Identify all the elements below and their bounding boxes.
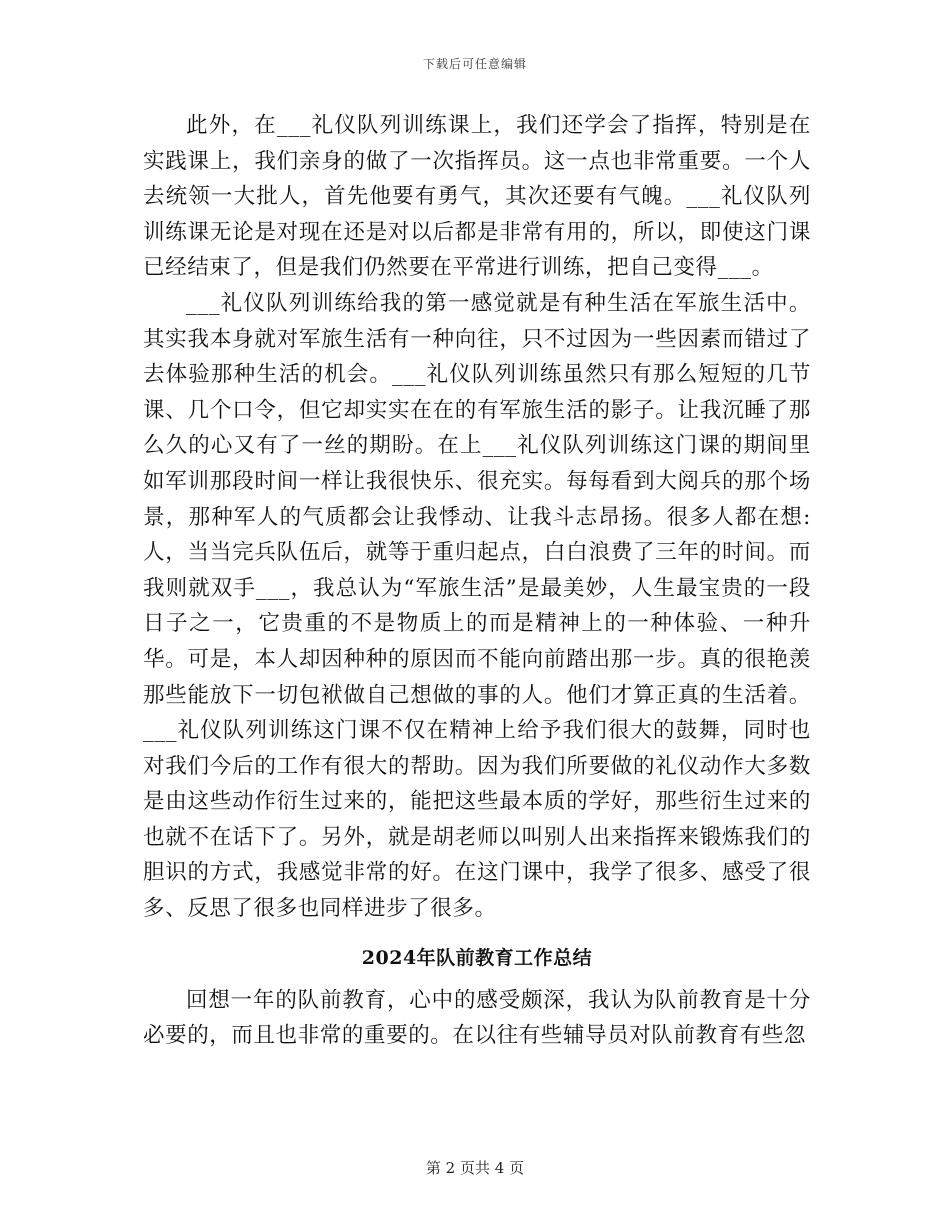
paragraph-2: ___礼仪队列训练给我的第一感觉就是有种生活在军旅生活中。其实我本身就对军旅生活有一种向往，只不过因为一些因素而错过了去体验那种生活的机会。___礼仪队列训练虽然只有那么短短的几节课、几个口令，但它却实实在在的有军旅生活的影子。让我沉睡了那么久的心又有了一丝的期盼。在上___礼仪队列训练这门课的期间里如军训那段时间一样让我很快乐、很充实。每每看到大阅兵的那个场景，那种军人的气质都会让我悸动、让我斗志昂扬。很多人都在想:人，当当完兵队伍后，就等于重归起点，白白浪费了三年的时间。而我则就双手___，我总认为“军旅生活”是最美妙，人生最宝贵的一段日子之一，它贵重的不是物质上的而是精神上的一种体验、一种升华。可是，本人却因种种的原因而不能向前踏出那一步。真的很艳羡那些能放下一切包袱做自己想做的事的人。他们才算正真的生活着。___礼仪队列训练这门课不仅在精神上给予我们很大的鼓舞，同时也对我们今后的工作有很大的帮助。因为我们所要做的礼仪动作大多数是由这些动作衍生过来的，能把这些最本质的学好，那些衍生过来的也就不在话下了。另外，就是胡老师以叫别人出来指挥来锻炼我们的胆识的方式，我感觉非常的好。在这门课中，我学了很多、感受了很多、反思了很多也同样进步了很多。 [143,290,811,922]
section-title: 2024年队前教育工作总结 [361,946,593,969]
paragraph-1: 此外，在___礼仪队列训练课上，我们还学会了指挥，特别是在实践课上，我们亲身的做了一次指挥员。这一点也非常重要。一个人去统领一大批人，首先他要有勇气，其次还要有气魄。___礼仪队列训练课无论是对现在还是对以后都是非常有用的，所以，即使这门课已经结束了，但是我们仍然要在平常进行训练，把自己变得___。 [143,113,811,281]
section-paragraph: 回想一年的队前教育，心中的感受颇深，我认为队前教育是十分必要的，而且也非常的重要的。在以往有些辅导员对队前教育有些忽 [143,987,811,1049]
document-body [143,108,811,1054]
page-footer: 第 2 页共 4 页 [425,1159,525,1177]
page-header: 下载后可任意编辑 [422,57,527,71]
